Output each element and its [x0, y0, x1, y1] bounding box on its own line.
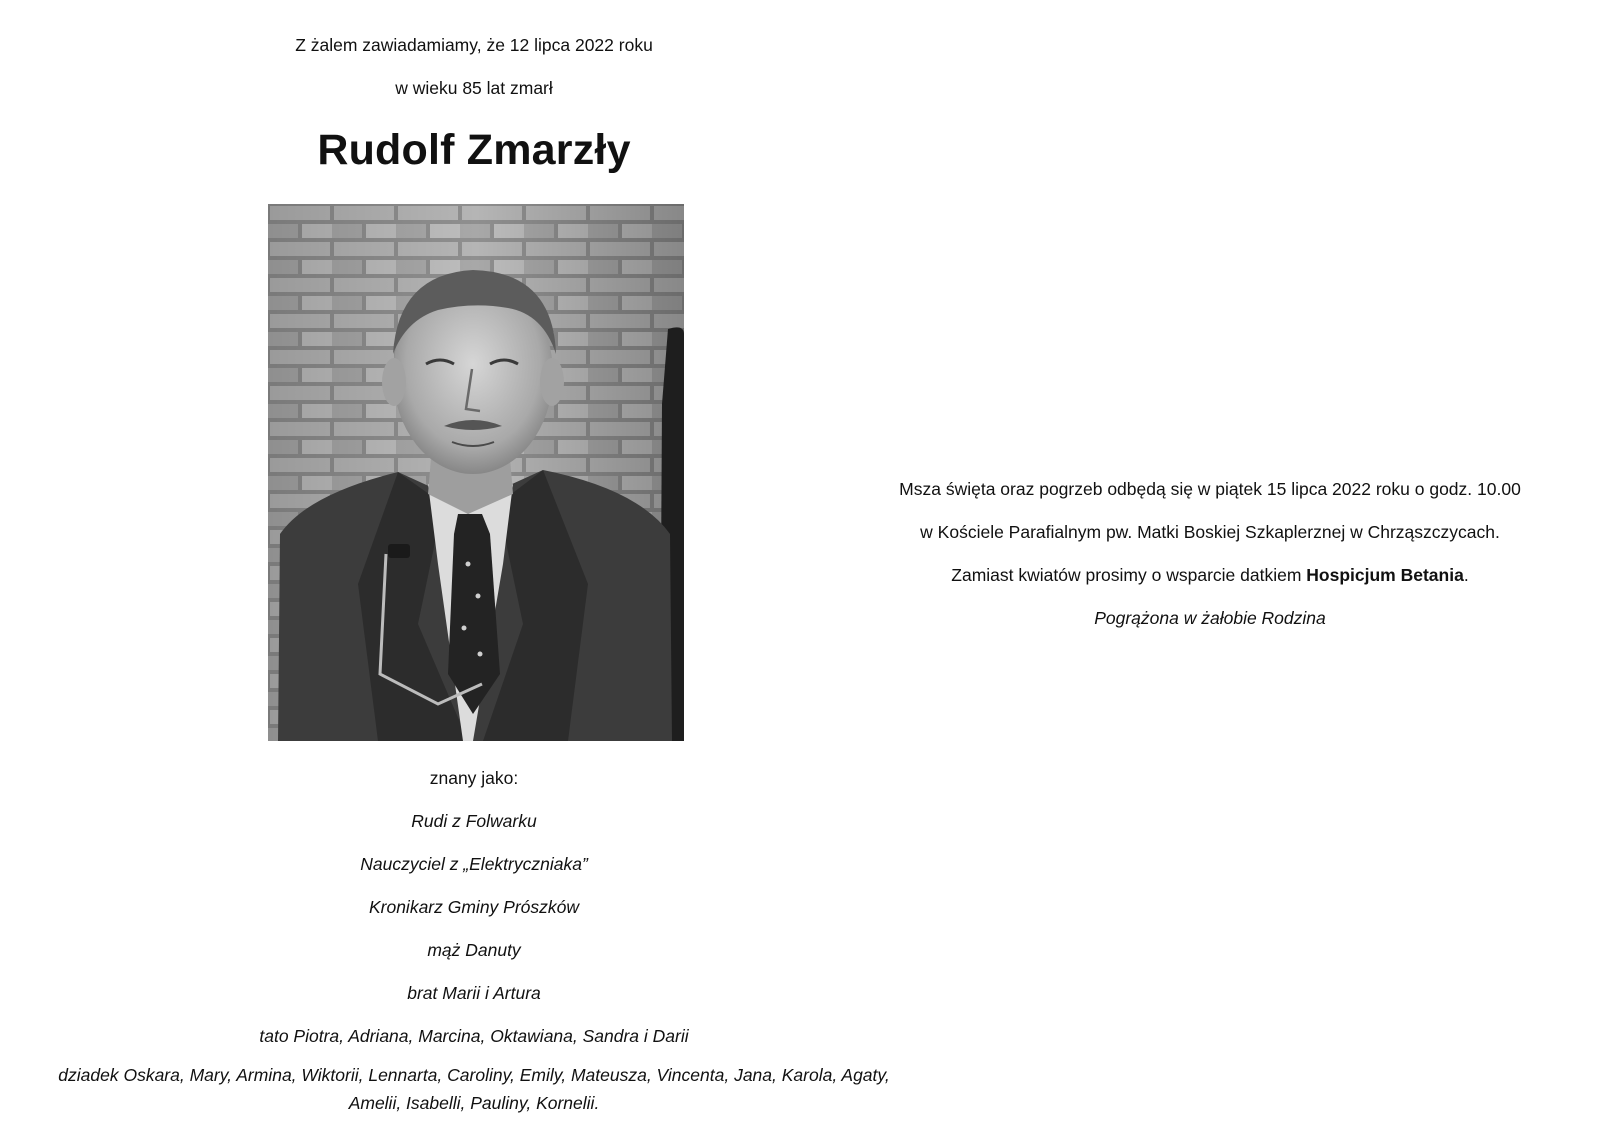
donation-suffix: .: [1463, 565, 1469, 585]
mass-announcement: Msza święta oraz pogrzeb odbędą się w piątek 15 lipca 2022 roku o godz. 10.00: [899, 479, 1521, 499]
portrait-photo: [268, 204, 684, 741]
role-brother: brat Marii i Artura: [407, 983, 541, 1003]
role-husband: mąż Danuty: [427, 940, 521, 960]
donation-prefix: Zamiast kwiatów prosimy o wsparcie datkiem: [951, 565, 1307, 585]
role-nickname: Rudi z Folwarku: [411, 811, 537, 831]
family-signature: Pogrążona w żałobie Rodzina: [1094, 608, 1326, 628]
role-teacher: Nauczyciel z „Elektryczniaka”: [360, 854, 588, 874]
intro-line-date: Z żalem zawiadamiamy, że 12 lipca 2022 roku: [295, 35, 653, 55]
deceased-name: Rudolf Zmarzły: [317, 126, 631, 174]
role-chronicler: Kronikarz Gminy Prószków: [368, 897, 580, 917]
hospice-name: Hospicjum Betania: [1306, 565, 1464, 585]
role-grandfather: dziadek Oskara, Mary, Armina, Wiktorii, Lennarta, Caroliny, Emily, Mateusza, Vincenta, Jana, Karola, Agaty, Amelii, Isabelli, Pauliny, Kornelii.: [58, 1065, 890, 1113]
role-father: tato Piotra, Adriana, Marcina, Oktawiana, Sandra i Darii: [259, 1026, 689, 1046]
donation-request: [860, 564, 1560, 586]
obituary-right-column: [860, 0, 1560, 1131]
known-as-label: znany jako:: [429, 768, 519, 788]
intro-line-age: w wieku 85 lat zmarł: [395, 78, 553, 98]
church-location: w Kościele Parafialnym pw. Matki Boskiej Szkaplerznej w Chrząszczycach.: [920, 522, 1500, 542]
